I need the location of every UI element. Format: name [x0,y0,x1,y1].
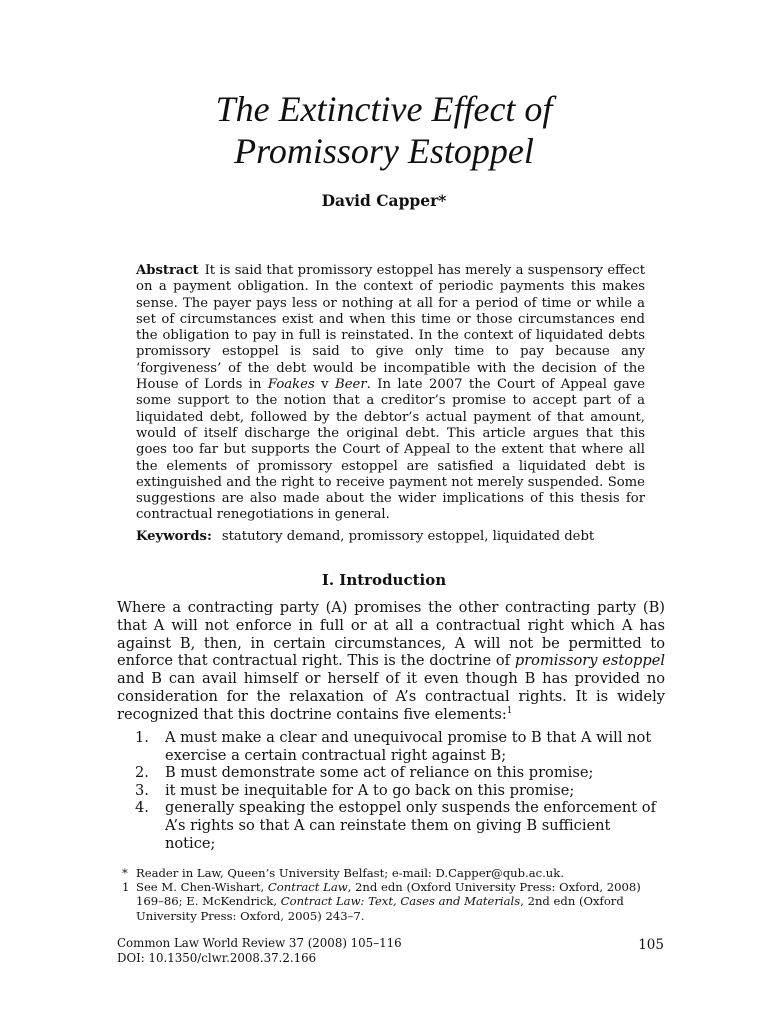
doi[interactable]: DOI: 10.1350/clwr.2008.37.2.166 [117,950,317,965]
list-item [117,729,665,764]
list-item-number: 4. [135,799,149,817]
abstract [136,263,645,524]
section-heading: I. Introduction [321,571,447,589]
footnote-1-title-1: Contract Law [267,880,348,895]
list-item-number: 1. [135,729,149,746]
footnote-1-text-a: See M. Chen-Wishart, [136,880,268,895]
keywords-label: Keywords: [136,529,212,544]
list-item-text: B must demonstrate some act of reliance on this promise; [165,764,594,782]
page-number: 105 [638,937,664,953]
list-item-text: generally speaking the estoppel only suspends the enforcement of A’s rights so that A can reinstate them on giving B sufficient notice; [165,799,656,852]
list-item-text: it must be inequitable for A to go back on this promise; [165,781,575,799]
footnote-1-text-c: , 2nd edn (Oxford University Press: Oxford, 2005) 243–7. [136,894,624,923]
abstract-text-b: . In late 2007 the Court of Appeal gave some support to the notion that a creditor’s promise to accept part of a liquidated debt, followed by the debtor’s actual payment of that amount, would of itself discharge the original debt. This article argues that this goes too far but supports the Court of Appeal to the extent that where all the elements of promissory estoppel are satisfied a liquidated debt is extinguished and the right to receive payment not merely suspended. Some suggestions are also made about the wider implications of this thesis for contractual renegotiations in general. [136,377,645,523]
footnote-ref[interactable]: 1 [506,705,513,716]
list-item-text: A must make a clear and unequivocal promise to B that A will not exercise a certain contractual right against B; [165,729,652,764]
abstract-case-v: v [314,377,336,393]
title-line-2: Promissory Estoppel [234,131,534,171]
list-item [117,782,665,800]
footnote-star-text: Reader in Law, Queen’s University Belfast; e-mail: D.Capper@qub.ac.uk. [136,866,564,880]
footnote-author [117,866,657,880]
abstract-case-b: Beer [335,377,367,393]
list-item-number: 2. [135,764,149,782]
list-item [117,764,665,782]
abstract-text-a: It is said that promissory estoppel has merely a suspensory effect on a payment obligation. In the context of periodic payments this makes sense. The payer pays less or nothing at all for a period of time or while a set of circumstances exist and when this time or those circumstances end the obligation to pay in full is reinstated. In the context of liquidated debts promissory estoppel is said to give only time to pay because any ‘forgiveness’ of the debt would be incompatible with the decision of the House of Lords in [136,263,645,393]
abstract-case-a: Foakes [267,377,315,393]
footnote-star-mark: * [122,866,128,880]
footnote-1-text-b: , 2nd edn (Oxford University Press: Oxford, 2008) 169–86; E. McKendrick, [136,880,641,909]
intro-text-a: Where a contracting party (A) promises the other contracting party (B) that A will not enforce in full or at all a contractual right which A has against B, then, in certain circumstances, A will not be permitted to enforce that contractual right. This is the doctrine of [117,599,665,670]
footnote-1-title-2: Contract Law: Text, Cases and Materials [280,894,521,909]
author-name: David Capper* [321,191,447,210]
intro-paragraph [117,599,665,724]
intro-term: promissory estoppel [514,652,666,670]
list-item-number: 3. [135,781,149,799]
journal-citation: Common Law World Review 37 (2008) 105–116 [117,936,402,950]
list-item [117,799,665,852]
abstract-label: Abstract [136,263,199,278]
keywords-text: statutory demand, promissory estoppel, liquidated debt [221,529,595,544]
keywords [136,529,645,545]
elements-list [117,729,665,852]
footnote-1-mark: 1 [122,880,130,895]
intro-text-b: and B can avail himself or herself of it even though B has provided no consideration for the relaxation of A’s contractual rights. It is widely recognized that this doctrine contains five elements: [117,670,665,723]
title-line-1: The Extinctive Effect of [215,89,553,129]
footnote-1 [117,880,657,923]
page-footer [117,936,402,965]
footnotes [117,866,657,923]
article-title [0,88,768,172]
